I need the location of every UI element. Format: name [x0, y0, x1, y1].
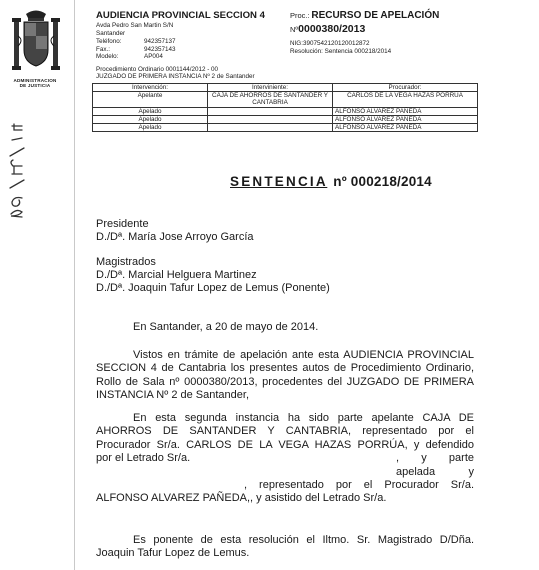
- paragraph-line: AHORROS DE SANTANDER Y CANTABRIA, representado por el: [96, 425, 474, 438]
- page-title: [230, 174, 432, 189]
- paragraph-line: Vistos en trámite de apelación ante esta AUDIENCIA PROVINCIAL: [133, 349, 474, 361]
- date-place: En Santander, a 20 de mayo de 2014.: [133, 321, 319, 333]
- paragraph-line: [96, 479, 474, 492]
- procurador-cell: ALFONSO ALVAREZ PAÑEDA: [333, 115, 478, 123]
- numero-label: Nº: [290, 25, 299, 34]
- coat-of-arms-icon: [10, 6, 62, 78]
- recurso-type: RECURSO DE APELACIÓN: [311, 10, 440, 21]
- juzgado-line: JUZGADO DE PRIMERA INSTANCIA Nº 2 de Santander: [96, 73, 255, 80]
- telefono-value: 942357137: [144, 38, 176, 45]
- intervencion-cell: Apelado: [93, 107, 208, 115]
- paragraph-line: SECCION 4 de Cantabria los presentes autos de Procedimiento Ordinario,: [96, 362, 474, 375]
- handwritten-date: [7, 116, 27, 220]
- table-header: Interviniente:: [208, 84, 333, 92]
- page-fold-line: [74, 0, 75, 570]
- numero-value: 0000380/2013: [298, 23, 366, 35]
- paragraph-line: En esta segunda instancia ha sido parte apelante CAJA DE: [133, 412, 474, 424]
- crest-caption-line: DE JUSTICIA: [19, 83, 51, 89]
- title-word: SENTENCIA: [230, 174, 328, 189]
- table-header-row: [93, 84, 478, 92]
- nig-line: [290, 40, 370, 48]
- presidente-label: Presidente: [96, 218, 149, 230]
- proc-label: Proc.:: [290, 11, 310, 20]
- table-header: Procurador:: [333, 84, 478, 92]
- modelo-value: AP004: [144, 53, 163, 61]
- resolucion-value: Sentencia 000218/2014: [324, 48, 392, 55]
- fax-label: Fax.:: [96, 45, 110, 53]
- table-header: Intervención:: [93, 84, 208, 92]
- table-row: [93, 115, 478, 123]
- paragraph-fragment: y: [468, 465, 474, 478]
- presidente-name: D./Dª. María Jose Arroyo García: [96, 231, 254, 243]
- paragraph-line: Rollo de Sala nº 0000380/2013, procedentes del JUZGADO DE PRIMERA: [96, 375, 474, 388]
- magistrados-label: Magistrados: [96, 256, 156, 268]
- nig-label: NIG:: [290, 40, 303, 47]
- paragraph-line: Joaquin Tafur Lopez de Lemus.: [96, 547, 250, 560]
- sentence-number: nº 000218/2014: [333, 174, 432, 189]
- table-row: [93, 92, 478, 107]
- paragraph-fragment: , representado por el Procurador Sr/a.: [244, 479, 474, 491]
- court-name: AUDIENCIA PROVINCIAL SECCION 4: [96, 10, 265, 21]
- telefono-label: Teléfono:: [96, 38, 122, 45]
- paragraph-line: [96, 466, 474, 479]
- fax-value: 942357143: [144, 45, 176, 53]
- paragraph-line: Procurador Sr/a. CARLOS DE LA VEGA HAZAS PORRÚA, y defendido: [96, 438, 474, 451]
- address-line: Avda Pedro San Martin S/N: [96, 22, 174, 29]
- table-row: [93, 124, 478, 132]
- crest-caption: [4, 78, 66, 89]
- table-row: [93, 107, 478, 115]
- court-address: [96, 22, 173, 30]
- magistrado-name: D./Dª. Joaquin Tafur Lopez de Lemus (Ponente): [96, 282, 330, 294]
- procurador-cell: CARLOS DE LA VEGA HAZAS PORRÚA: [333, 92, 478, 107]
- modelo-label: Modelo:: [96, 53, 119, 61]
- crest-caption-line: ADMINISTRACION: [13, 78, 57, 83]
- contact-info: [96, 38, 176, 61]
- procedimiento-line: Procedimiento Ordinario 0001144/2012 - 00: [96, 66, 219, 73]
- address-city: Santander: [96, 30, 126, 37]
- intervencion-cell: Apelado: [93, 124, 208, 132]
- procurador-cell: ALFONSO ALVAREZ PAÑEDA: [333, 107, 478, 115]
- paragraph-line: ALFONSO ALVAREZ PAÑEDA,, y asistido del Letrado Sr/a.: [96, 492, 387, 505]
- paragraph-fragment: , y parte apelada: [396, 452, 474, 478]
- magistrado-name: D./Dª. Marcial Helguera Martinez: [96, 269, 257, 281]
- procurador-cell: ALFONSO ALVAREZ PAÑEDA: [333, 124, 478, 132]
- paragraph-line: Es ponente de esta resolución el Iltmo. Sr. Magistrado D/Dña.: [133, 534, 474, 546]
- resolucion-line: [290, 48, 391, 56]
- interviniente-cell: CAJA DE AHORROS DE SANTANDER Y CANTABRIA: [208, 92, 333, 107]
- numero-line: [290, 23, 366, 35]
- paragraph-line: INSTANCIA Nº 2 de Santander,: [96, 389, 250, 402]
- paragraph-partes: [96, 412, 474, 506]
- interviniente-cell: [208, 115, 333, 123]
- parties-table: [92, 83, 478, 132]
- intervencion-cell: Apelante: [93, 92, 208, 107]
- recurso-line: [290, 12, 439, 21]
- paragraph-fragment: por el Letrado Sr/a.: [96, 452, 191, 465]
- resolucion-label: Resolución:: [290, 48, 323, 55]
- interviniente-cell: [208, 124, 333, 132]
- paragraph-ponente: [96, 534, 474, 561]
- intervencion-cell: Apelado: [93, 115, 208, 123]
- paragraph-line: [96, 452, 474, 478]
- nig-value: 3907542120120012872: [302, 40, 370, 47]
- interviniente-cell: [208, 107, 333, 115]
- paragraph-vistos: [96, 349, 474, 403]
